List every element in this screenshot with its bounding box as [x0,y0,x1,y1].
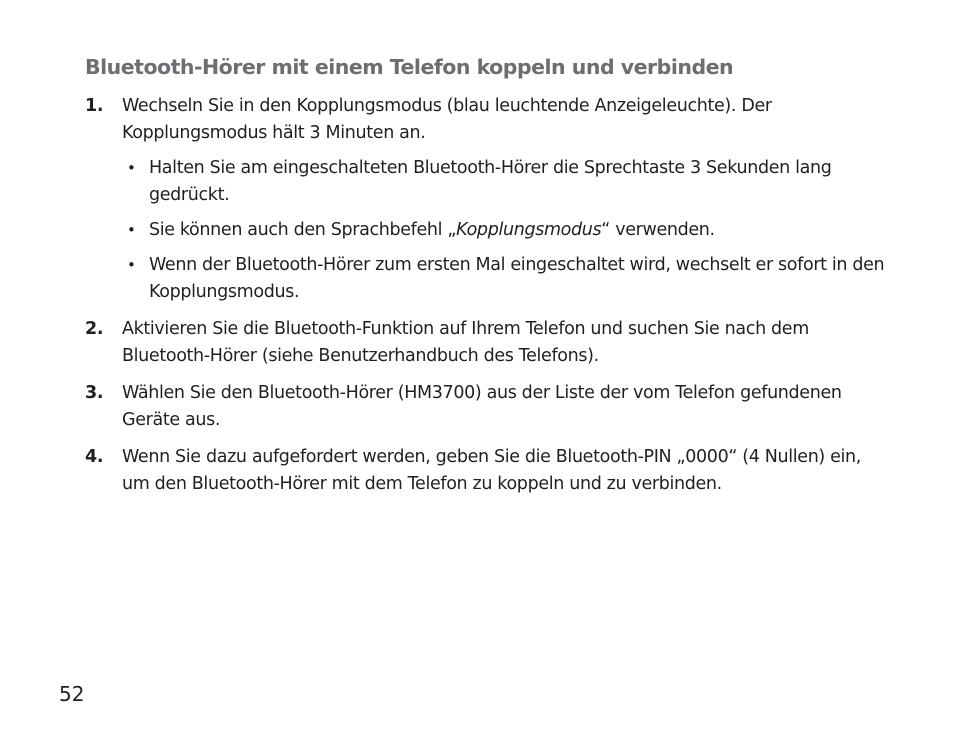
section-heading: Bluetooth-Hörer mit einem Telefon koppeln und verbinden [85,55,734,79]
step-text: Aktivieren Sie die Bluetooth-Funktion auf Ihrem Telefon und suchen Sie nach dem Bluetooth-Hörer (siehe Benutzerhandbuch des Telefons). [122,319,809,366]
page-number: 52 [59,682,85,706]
step-2 [85,316,885,370]
step-text: Wechseln Sie in den Kopplungsmodus (blau leuchtende Anzeigeleuchte). Der Kopplungsmodus hält 3 Minuten an. [122,96,772,143]
bullet-item [122,252,885,306]
bullet-list [122,155,885,306]
bullet-item [122,217,885,244]
step-list [85,93,885,508]
step-text: Wenn Sie dazu aufgefordert werden, geben Sie die Bluetooth-PIN „0000“ (4 Nullen) ein, um den Bluetooth-Hörer mit dem Telefon zu koppeln und zu verbinden. [122,447,862,494]
bullet-text: Halten Sie am eingeschalteten Bluetooth-Hörer die Sprechtaste 3 Sekunden lang gedrückt. [149,158,832,205]
bullet-text-emphasis: Kopplungsmodus [456,220,602,240]
bullet-text-after: “ verwenden. [601,220,715,240]
bullet-marker: • [127,221,136,239]
step-text: Wählen Sie den Bluetooth-Hörer (HM3700) aus der Liste der vom Telefon gefundenen Geräte aus. [122,383,842,430]
bullet-text: Wenn der Bluetooth-Hörer zum ersten Mal eingeschaltet wird, wechselt er sofort in den Kopplungsmodus. [149,255,885,302]
step-1 [85,93,885,306]
bullet-marker: • [127,159,136,177]
step-3 [85,380,885,434]
step-number: 4. [85,447,104,467]
step-4 [85,444,885,498]
bullet-item [122,155,885,209]
bullet-text-before: Sie können auch den Sprachbefehl „ [149,220,457,240]
bullet-marker: • [127,256,136,274]
step-number: 3. [85,383,104,403]
step-number: 1. [85,96,104,116]
step-number: 2. [85,319,104,339]
